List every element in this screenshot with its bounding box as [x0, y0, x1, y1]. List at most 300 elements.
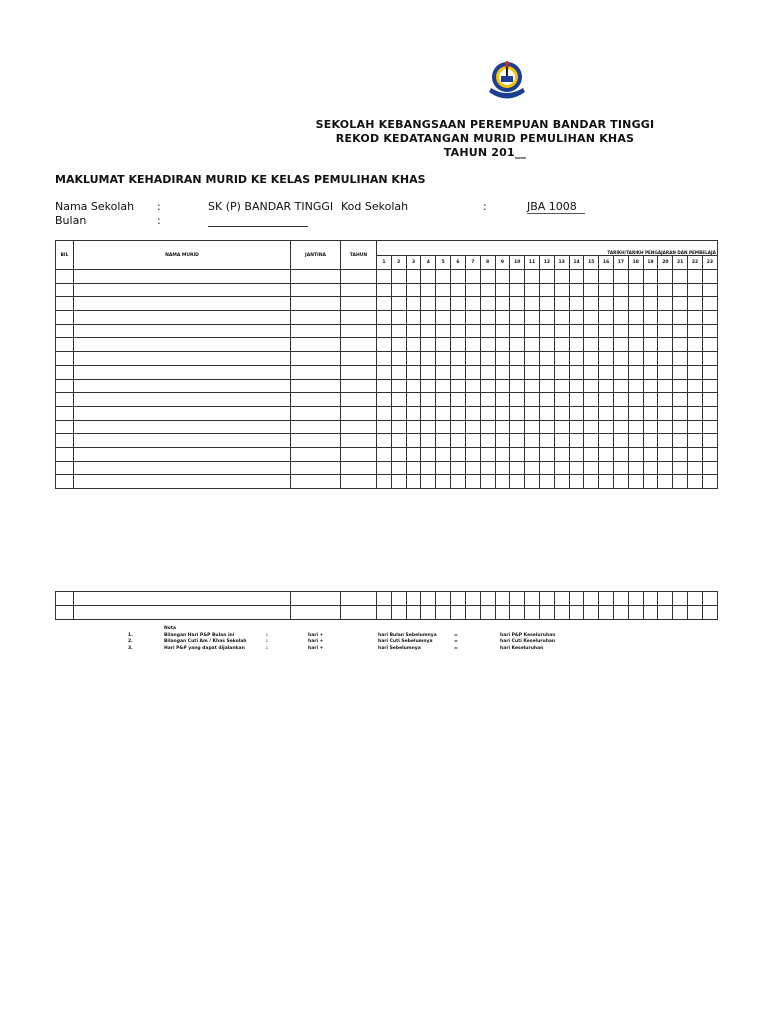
- table-cell: [341, 338, 377, 352]
- day-number: 14: [569, 256, 584, 270]
- day-number: 1: [377, 256, 392, 270]
- table-cell: [658, 461, 673, 475]
- table-cell: [291, 447, 341, 461]
- table-cell: [569, 324, 584, 338]
- table-cell: [673, 324, 688, 338]
- table-cell: [480, 475, 495, 489]
- table-cell: [495, 365, 510, 379]
- table-cell: [291, 393, 341, 407]
- table-cell: [539, 461, 554, 475]
- summary-cell: [525, 592, 540, 606]
- summary-cell: [702, 606, 717, 620]
- table-cell: [341, 447, 377, 461]
- table-cell: [74, 434, 291, 448]
- table-row: [56, 420, 718, 434]
- table-cell: [658, 420, 673, 434]
- table-cell: [554, 434, 569, 448]
- table-cell: [702, 338, 717, 352]
- table-cell: [74, 420, 291, 434]
- table-cell: [465, 311, 480, 325]
- table-cell: [436, 393, 451, 407]
- day-number: 10: [510, 256, 525, 270]
- attendance-table: [55, 240, 718, 489]
- note-num: 3.: [128, 645, 133, 651]
- table-cell: [291, 475, 341, 489]
- table-cell: [702, 283, 717, 297]
- table-cell: [451, 365, 466, 379]
- table-cell: [291, 324, 341, 338]
- table-cell: [341, 406, 377, 420]
- table-cell: [614, 434, 629, 448]
- summary-table: [55, 591, 718, 620]
- table-cell: [702, 434, 717, 448]
- table-cell: [74, 365, 291, 379]
- table-cell: [614, 461, 629, 475]
- table-cell: [391, 434, 406, 448]
- table-cell: [643, 352, 658, 366]
- table-cell: [599, 365, 614, 379]
- summary-cell: [480, 606, 495, 620]
- table-cell: [495, 434, 510, 448]
- day-number: 5: [436, 256, 451, 270]
- school-code-value: JBA 1008: [527, 200, 585, 214]
- summary-cell: [495, 606, 510, 620]
- table-cell: [291, 338, 341, 352]
- table-cell: [688, 352, 703, 366]
- table-cell: [421, 297, 436, 311]
- table-cell: [673, 283, 688, 297]
- table-cell: [436, 270, 451, 284]
- table-cell: [510, 324, 525, 338]
- table-cell: [465, 379, 480, 393]
- table-cell: [673, 297, 688, 311]
- table-cell: [421, 324, 436, 338]
- table-cell: [539, 270, 554, 284]
- table-cell: [702, 406, 717, 420]
- table-cell: [291, 311, 341, 325]
- table-cell: [465, 420, 480, 434]
- table-cell: [584, 475, 599, 489]
- summary-cell: [539, 592, 554, 606]
- table-cell: [539, 393, 554, 407]
- table-cell: [554, 297, 569, 311]
- table-cell: [436, 406, 451, 420]
- table-cell: [614, 352, 629, 366]
- table-cell: [465, 406, 480, 420]
- table-cell: [554, 324, 569, 338]
- table-cell: [554, 447, 569, 461]
- table-cell: [480, 283, 495, 297]
- table-cell: [495, 447, 510, 461]
- note-label: Bilangan Cuti Am / Khas Sekolah: [164, 639, 247, 644]
- table-cell: [480, 379, 495, 393]
- table-cell: [480, 270, 495, 284]
- table-cell: [643, 475, 658, 489]
- table-cell: [673, 311, 688, 325]
- table-cell: [56, 270, 74, 284]
- table-cell: [391, 283, 406, 297]
- table-row: [56, 338, 718, 352]
- table-cell: [421, 434, 436, 448]
- table-cell: [480, 324, 495, 338]
- table-cell: [406, 475, 421, 489]
- table-cell: [421, 283, 436, 297]
- table-cell: [584, 283, 599, 297]
- summary-cell: [569, 592, 584, 606]
- note-a: hari +: [308, 645, 324, 651]
- table-cell: [377, 324, 392, 338]
- table-cell: [554, 338, 569, 352]
- table-cell: [465, 338, 480, 352]
- table-cell: [673, 338, 688, 352]
- summary-cell: [510, 592, 525, 606]
- table-cell: [643, 270, 658, 284]
- table-cell: [436, 475, 451, 489]
- table-cell: [525, 475, 540, 489]
- table-cell: [465, 324, 480, 338]
- table-cell: [406, 283, 421, 297]
- table-cell: [451, 311, 466, 325]
- table-cell: [377, 297, 392, 311]
- table-cell: [643, 447, 658, 461]
- note-b: hari Bulan Sebelumnya: [378, 632, 437, 638]
- summary-cell: [391, 592, 406, 606]
- table-cell: [74, 461, 291, 475]
- table-cell: [525, 406, 540, 420]
- summary-cell: [584, 592, 599, 606]
- table-cell: [569, 420, 584, 434]
- table-row: [56, 324, 718, 338]
- table-cell: [643, 297, 658, 311]
- table-cell: [539, 447, 554, 461]
- table-cell: [495, 338, 510, 352]
- summary-cell: [658, 592, 673, 606]
- table-row: [56, 475, 718, 489]
- table-cell: [525, 324, 540, 338]
- table-cell: [643, 406, 658, 420]
- table-cell: [569, 270, 584, 284]
- table-cell: [451, 270, 466, 284]
- table-cell: [539, 406, 554, 420]
- table-cell: [56, 379, 74, 393]
- table-cell: [465, 393, 480, 407]
- table-row: [56, 434, 718, 448]
- table-cell: [451, 283, 466, 297]
- table-cell: [554, 461, 569, 475]
- table-cell: [436, 311, 451, 325]
- table-cell: [56, 475, 74, 489]
- table-cell: [599, 311, 614, 325]
- table-cell: [525, 297, 540, 311]
- table-cell: [406, 379, 421, 393]
- table-cell: [628, 406, 643, 420]
- table-cell: [421, 365, 436, 379]
- table-cell: [688, 270, 703, 284]
- table-cell: [495, 352, 510, 366]
- table-cell: [673, 475, 688, 489]
- table-cell: [341, 324, 377, 338]
- summary-cell: [628, 606, 643, 620]
- table-cell: [56, 283, 74, 297]
- table-cell: [539, 365, 554, 379]
- summary-cell: [56, 592, 74, 606]
- table-cell: [525, 365, 540, 379]
- table-cell: [391, 461, 406, 475]
- table-cell: [702, 297, 717, 311]
- summary-cell: [599, 592, 614, 606]
- table-cell: [554, 475, 569, 489]
- table-cell: [451, 324, 466, 338]
- table-cell: [643, 311, 658, 325]
- day-number: 2: [391, 256, 406, 270]
- table-row: [56, 365, 718, 379]
- summary-cell: [465, 606, 480, 620]
- table-cell: [341, 461, 377, 475]
- note-sep: :: [266, 645, 268, 651]
- table-cell: [702, 311, 717, 325]
- table-cell: [377, 393, 392, 407]
- table-cell: [436, 447, 451, 461]
- table-cell: [391, 406, 406, 420]
- table-cell: [451, 434, 466, 448]
- table-cell: [510, 434, 525, 448]
- summary-cell: [465, 592, 480, 606]
- table-row: [56, 270, 718, 284]
- table-cell: [510, 406, 525, 420]
- note-c: hari Cuti Keseluruhan: [500, 639, 556, 644]
- table-cell: [643, 365, 658, 379]
- summary-cell: [291, 592, 341, 606]
- table-cell: [56, 420, 74, 434]
- table-cell: [614, 420, 629, 434]
- summary-cell: [539, 606, 554, 620]
- table-cell: [658, 434, 673, 448]
- table-cell: [391, 324, 406, 338]
- table-cell: [702, 393, 717, 407]
- table-cell: [495, 283, 510, 297]
- table-cell: [436, 420, 451, 434]
- table-cell: [599, 283, 614, 297]
- table-cell: [421, 379, 436, 393]
- table-cell: [495, 270, 510, 284]
- table-cell: [584, 379, 599, 393]
- table-cell: [658, 297, 673, 311]
- summary-cell: [480, 592, 495, 606]
- table-cell: [341, 434, 377, 448]
- table-cell: [688, 311, 703, 325]
- table-cell: [56, 447, 74, 461]
- table-cell: [658, 475, 673, 489]
- table-cell: [421, 461, 436, 475]
- table-cell: [451, 297, 466, 311]
- table-cell: [688, 434, 703, 448]
- summary-cell: [673, 606, 688, 620]
- table-cell: [525, 338, 540, 352]
- table-cell: [628, 311, 643, 325]
- table-cell: [56, 297, 74, 311]
- table-cell: [74, 379, 291, 393]
- table-cell: [341, 393, 377, 407]
- summary-cell: [74, 606, 291, 620]
- table-cell: [510, 420, 525, 434]
- table-cell: [688, 406, 703, 420]
- summary-cell: [341, 592, 377, 606]
- table-cell: [510, 365, 525, 379]
- table-cell: [702, 461, 717, 475]
- table-cell: [341, 311, 377, 325]
- table-cell: [688, 447, 703, 461]
- summary-cell: [658, 606, 673, 620]
- school-name: SEKOLAH KEBANGSAAN PEREMPUAN BANDAR TINGGI: [315, 118, 655, 131]
- table-cell: [465, 352, 480, 366]
- day-number: 20: [658, 256, 673, 270]
- table-cell: [702, 420, 717, 434]
- summary-cell: [451, 592, 466, 606]
- table-cell: [74, 393, 291, 407]
- table-cell: [614, 283, 629, 297]
- table-cell: [56, 434, 74, 448]
- table-cell: [628, 461, 643, 475]
- table-cell: [406, 270, 421, 284]
- table-cell: [614, 297, 629, 311]
- table-cell: [56, 461, 74, 475]
- table-cell: [628, 379, 643, 393]
- summary-cell: [702, 592, 717, 606]
- table-cell: [377, 406, 392, 420]
- table-cell: [465, 297, 480, 311]
- table-cell: [406, 311, 421, 325]
- table-cell: [391, 379, 406, 393]
- table-cell: [554, 352, 569, 366]
- table-cell: [377, 311, 392, 325]
- table-cell: [74, 311, 291, 325]
- table-cell: [525, 270, 540, 284]
- table-cell: [391, 420, 406, 434]
- day-number: 18: [628, 256, 643, 270]
- table-cell: [421, 475, 436, 489]
- table-cell: [56, 352, 74, 366]
- table-cell: [658, 447, 673, 461]
- table-cell: [377, 420, 392, 434]
- table-cell: [658, 406, 673, 420]
- summary-cell: [451, 606, 466, 620]
- table-cell: [673, 434, 688, 448]
- day-number: 4: [421, 256, 436, 270]
- note-num: 1.: [128, 632, 133, 638]
- table-cell: [465, 461, 480, 475]
- table-cell: [480, 420, 495, 434]
- table-cell: [569, 434, 584, 448]
- table-cell: [673, 365, 688, 379]
- table-cell: [377, 475, 392, 489]
- table-cell: [74, 338, 291, 352]
- table-cell: [74, 352, 291, 366]
- table-cell: [539, 297, 554, 311]
- table-cell: [702, 447, 717, 461]
- table-cell: [495, 406, 510, 420]
- table-cell: [673, 352, 688, 366]
- table-cell: [599, 297, 614, 311]
- table-cell: [451, 447, 466, 461]
- table-cell: [643, 434, 658, 448]
- table-cell: [539, 283, 554, 297]
- table-cell: [702, 379, 717, 393]
- table-cell: [569, 447, 584, 461]
- table-cell: [291, 352, 341, 366]
- table-cell: [451, 352, 466, 366]
- table-cell: [495, 297, 510, 311]
- table-cell: [465, 365, 480, 379]
- summary-cell: [391, 606, 406, 620]
- table-cell: [510, 393, 525, 407]
- table-cell: [599, 461, 614, 475]
- table-cell: [74, 297, 291, 311]
- table-cell: [584, 311, 599, 325]
- table-cell: [451, 379, 466, 393]
- table-cell: [480, 338, 495, 352]
- school-code-label: Kod Sekolah: [341, 200, 409, 213]
- table-cell: [525, 379, 540, 393]
- summary-cell: [436, 592, 451, 606]
- header-bil: BIL: [56, 241, 74, 270]
- table-cell: [658, 324, 673, 338]
- table-cell: [599, 393, 614, 407]
- table-cell: [599, 352, 614, 366]
- table-cell: [584, 461, 599, 475]
- summary-cell: [569, 606, 584, 620]
- table-cell: [510, 311, 525, 325]
- summary-cell: [421, 592, 436, 606]
- header-date-banner: TARIKH/TARIKH PENGAJARAN DAN PEMBELAJA: [377, 241, 718, 256]
- table-cell: [584, 365, 599, 379]
- note-b: hari Cuti Sebelumnya: [378, 639, 433, 644]
- table-cell: [688, 324, 703, 338]
- table-cell: [465, 270, 480, 284]
- table-cell: [406, 434, 421, 448]
- table-cell: [377, 379, 392, 393]
- table-cell: [495, 379, 510, 393]
- table-cell: [377, 434, 392, 448]
- summary-cell: [377, 592, 392, 606]
- summary-cell: [341, 606, 377, 620]
- table-cell: [406, 324, 421, 338]
- table-cell: [539, 338, 554, 352]
- notes-title: Nota: [164, 626, 177, 631]
- table-cell: [688, 297, 703, 311]
- table-cell: [688, 393, 703, 407]
- table-cell: [406, 461, 421, 475]
- table-cell: [614, 379, 629, 393]
- table-cell: [628, 338, 643, 352]
- table-cell: [451, 393, 466, 407]
- table-cell: [421, 447, 436, 461]
- school-label: Nama Sekolah: [55, 200, 135, 213]
- summary-cell: [688, 606, 703, 620]
- note-label: Hari P&P yang dapat dijalankan: [164, 645, 245, 651]
- table-cell: [599, 475, 614, 489]
- day-number: 7: [465, 256, 480, 270]
- table-row: [56, 447, 718, 461]
- table-cell: [554, 270, 569, 284]
- summary-cell: [688, 592, 703, 606]
- summary-cell: [56, 606, 74, 620]
- table-cell: [569, 406, 584, 420]
- table-cell: [421, 270, 436, 284]
- table-cell: [377, 461, 392, 475]
- table-cell: [510, 270, 525, 284]
- table-cell: [614, 270, 629, 284]
- table-cell: [291, 270, 341, 284]
